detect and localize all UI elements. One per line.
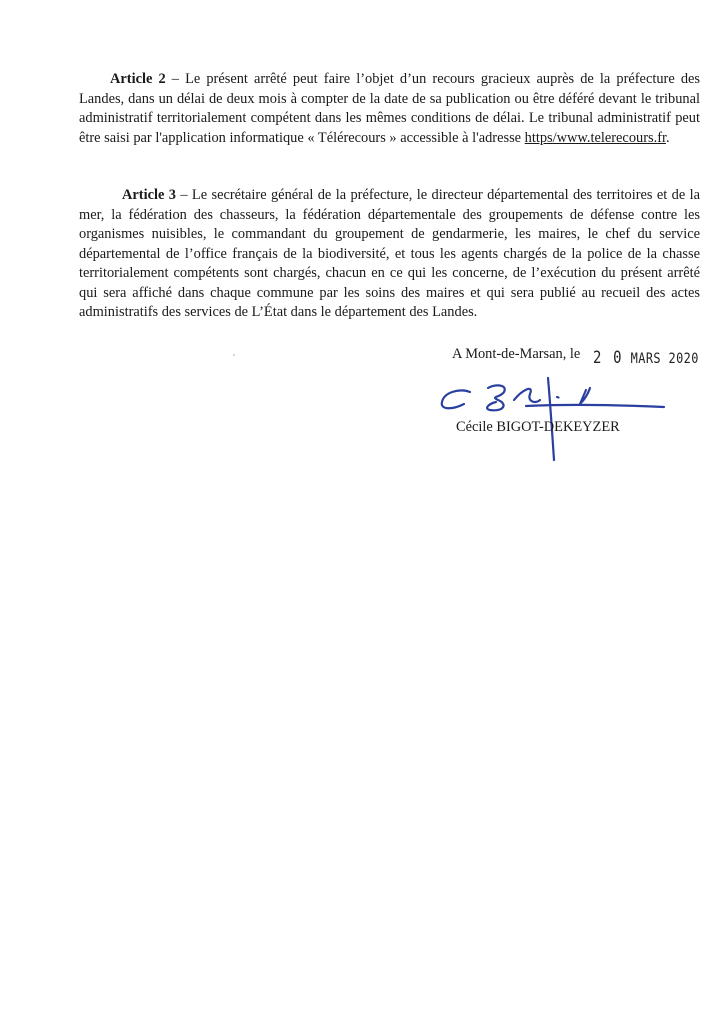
article-3-body: – Le secrétaire général de la préfecture, le directeur départemental des territoires et de la mer, la fédération des chasseurs, la fédération départementale des groupements de défense contre les organismes nuisibles, le commandant du groupement de gendarmerie, les maires, le chef du service départemental de l’office français de la biodiversité, et tous les agents chargés de la police de la chasse territorialement compétents sont chargés, chacun en ce qui les concerne, de l’exécution du présent arrêté qui sera affiché dans chaque commune par les soins des maires et qui sera publié au recueil des actes administratifs des services de L’État dans le département des Landes. (79, 187, 700, 320)
signature-place: A Mont-de-Marsan, le (452, 346, 581, 362)
date-stamp-day: 2 0 (593, 348, 624, 368)
article-2-label: Article 2 (110, 71, 166, 87)
signature-stroke-v (580, 388, 590, 404)
signature-stroke-b (487, 385, 505, 410)
article-2-body: – Le présent arrêté peut faire l’objet d’un recours gracieux auprès de la préfecture des Landes, dans un délai de deux mois à compter de la date de sa publication ou être déféré devant le tribunal administratif territorialement compétent dans les mêmes conditions de délai. Le tribunal administratif peut être saisi par l'application informatique « Télérecours » accessible à l'adresse (79, 71, 701, 146)
article-2-paragraph (79, 70, 700, 148)
signature-stroke-loop (514, 389, 540, 402)
signature-stroke-underline (526, 405, 664, 407)
date-stamp (593, 348, 699, 368)
signer-name: Cécile BIGOT-DEKEYZER (456, 419, 620, 435)
handwritten-signature (430, 370, 670, 462)
article-3-label: Article 3 (122, 187, 176, 203)
signature-stroke-c (442, 390, 470, 408)
signature-stroke-dot (557, 397, 559, 398)
scan-speck (233, 354, 235, 356)
article-2-end: . (666, 129, 670, 146)
telerecours-link[interactable]: https/www.telerecours.fr (524, 129, 666, 146)
article-3-paragraph (79, 186, 700, 323)
date-stamp-month-year: MARS 2020 (630, 351, 699, 367)
